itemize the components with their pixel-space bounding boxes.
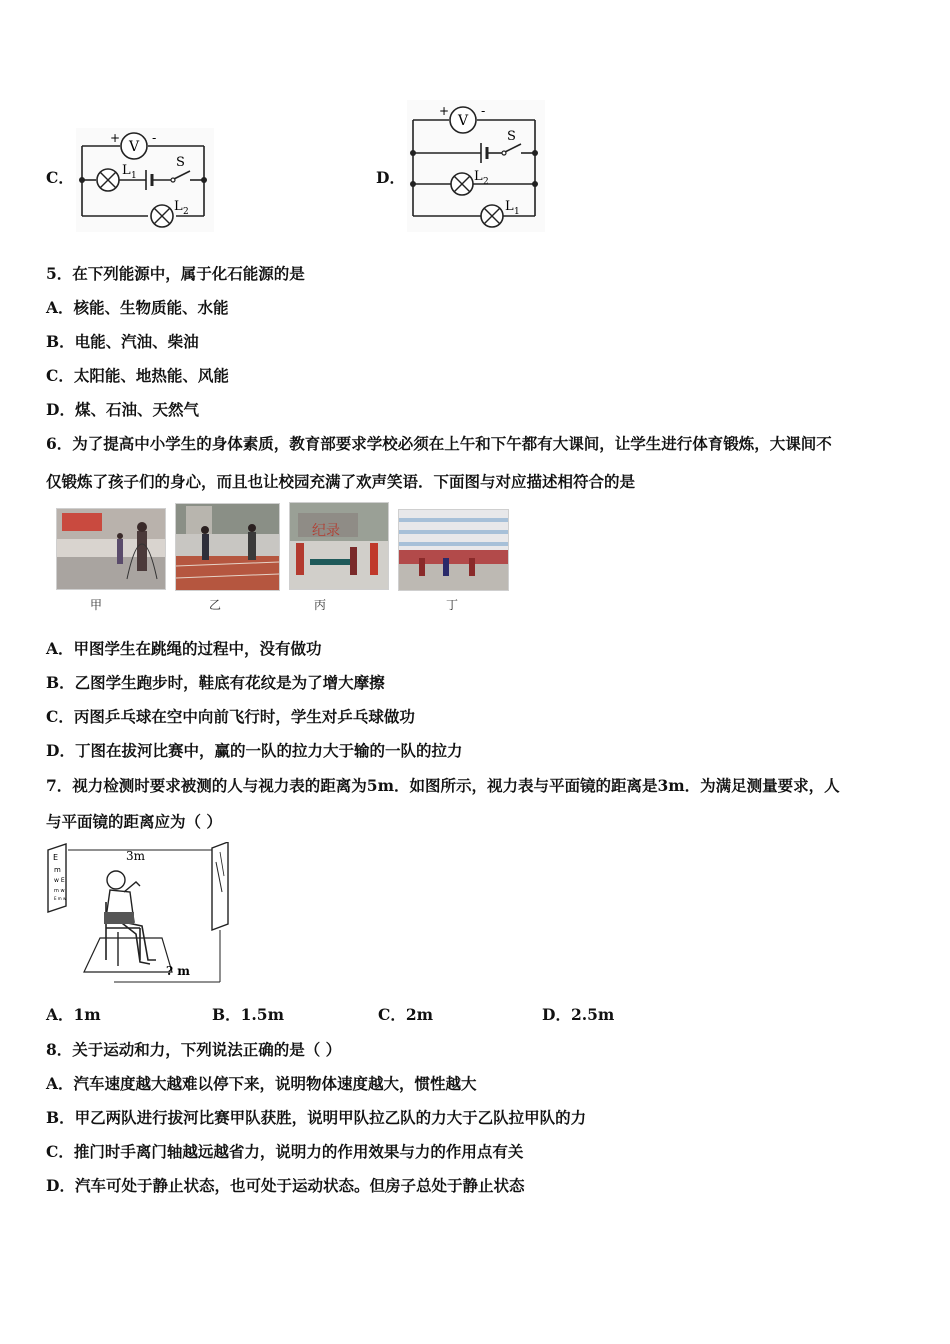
- q7-option-d: D．2.5m: [542, 1005, 615, 1024]
- lamp-l2-sub: 2: [483, 177, 489, 187]
- voltmeter-symbol: V: [457, 113, 469, 129]
- q6-option-a: A．甲图学生在跳绳的过程中，没有做功: [46, 639, 322, 658]
- svg-text:m: m: [54, 866, 61, 874]
- q7-stem-line1: 7．视力检测时要求被测的人与视力表的距离为5m．如图所示，视力表与平面镜的距离是3m．为满足测量要求，人: [46, 776, 840, 795]
- q6-option-d: D．丁图在拔河比赛中，赢的一队的拉力大于输的一队的拉力: [46, 741, 463, 760]
- figure-bottom-distance: ? m: [166, 964, 190, 978]
- q8-option-a: A．汽车速度越大越难以停下来，说明物体速度越大，惯性越大: [46, 1074, 477, 1093]
- circuit-diagram-c: [76, 128, 214, 232]
- svg-text:纪录: 纪录: [312, 523, 340, 539]
- lamp-l2-sub: 2: [183, 207, 189, 217]
- eye-test-figure: [44, 842, 236, 986]
- photo-bing-caption: 丙: [313, 598, 326, 612]
- lamp-l1-label: L: [505, 199, 514, 214]
- q5-stem: 5．在下列能源中，属于化石能源的是: [46, 264, 305, 283]
- voltmeter-plus: +: [439, 104, 450, 118]
- q7-stem-line2: 与平面镜的距离应为（ ）: [46, 812, 222, 831]
- q5-option-b: B．电能、汽油、柴油: [46, 332, 199, 351]
- q7-option-a: A．1m: [46, 1005, 101, 1024]
- photo-ding-tug-of-war: [398, 509, 509, 591]
- circuit-diagram-d: [407, 100, 545, 232]
- svg-text:E m w: E m w: [54, 896, 67, 901]
- q4-option-d-label: D．: [376, 168, 405, 187]
- lamp-l2-label: L: [474, 169, 483, 184]
- q6-stem-line1: 6．为了提高中小学生的身体素质，教育部要求学校必须在上午和下午都有大课间，让学生进行体育锻炼，大课间不: [46, 434, 832, 453]
- voltmeter-plus: +: [110, 131, 121, 145]
- photo-jia-caption: 甲: [89, 598, 102, 612]
- svg-text:w E: w E: [54, 877, 65, 884]
- photo-jia-jump-rope: [56, 508, 166, 590]
- voltmeter-minus: -: [481, 104, 486, 118]
- figure-top-distance: 3m: [126, 849, 146, 863]
- photo-ding-caption: 丁: [445, 598, 458, 612]
- q5-option-a: A．核能、生物质能、水能: [46, 298, 229, 317]
- q4-option-c-label: C．: [46, 168, 74, 187]
- q6-stem-line2: 仅锻炼了孩子们的身心，而且也让校园充满了欢声笑语．下面图与对应描述相符合的是: [46, 472, 636, 491]
- lamp-l1-sub: 1: [514, 207, 520, 217]
- lamp-l2-label: L: [174, 199, 183, 214]
- q6-option-b: B．乙图学生跑步时，鞋底有花纹是为了增大摩擦: [46, 673, 385, 692]
- q8-stem: 8．关于运动和力，下列说法正确的是（ ）: [46, 1040, 342, 1059]
- q5-option-c: C．太阳能、地热能、风能: [46, 366, 229, 385]
- lamp-l1-label: L: [122, 163, 131, 178]
- voltmeter-minus: -: [152, 131, 157, 145]
- q7-option-b: B．1.5m: [212, 1005, 284, 1024]
- plane-mirror-icon: [212, 842, 228, 930]
- q5-option-d: D．煤、石油、天然气: [46, 400, 199, 419]
- photo-yi-running: [175, 503, 280, 591]
- lamp-l1-sub: 1: [131, 171, 137, 181]
- person-head-icon: [107, 871, 125, 889]
- switch-label: S: [507, 129, 516, 144]
- q6-option-c: C．丙图乒乓球在空中向前飞行时，学生对乒乓球做功: [46, 707, 415, 726]
- switch-label: S: [176, 155, 185, 170]
- q8-option-c: C．推门时手离门轴越远越省力，说明力的作用效果与力的作用点有关: [46, 1142, 524, 1161]
- svg-text:m w: m w: [54, 888, 65, 894]
- q7-option-c: C．2m: [378, 1005, 434, 1024]
- svg-text:E: E: [53, 853, 59, 862]
- q8-option-d: D．汽车可处于静止状态，也可处于运动状态。但房子总处于静止状态: [46, 1176, 525, 1195]
- q8-option-b: B．甲乙两队进行拔河比赛甲队获胜，说明甲队拉乙队的力大于乙队拉甲队的力: [46, 1108, 587, 1127]
- photo-bing-ping-pong: [289, 502, 389, 590]
- voltmeter-symbol: V: [128, 139, 140, 155]
- photo-yi-caption: 乙: [208, 598, 221, 612]
